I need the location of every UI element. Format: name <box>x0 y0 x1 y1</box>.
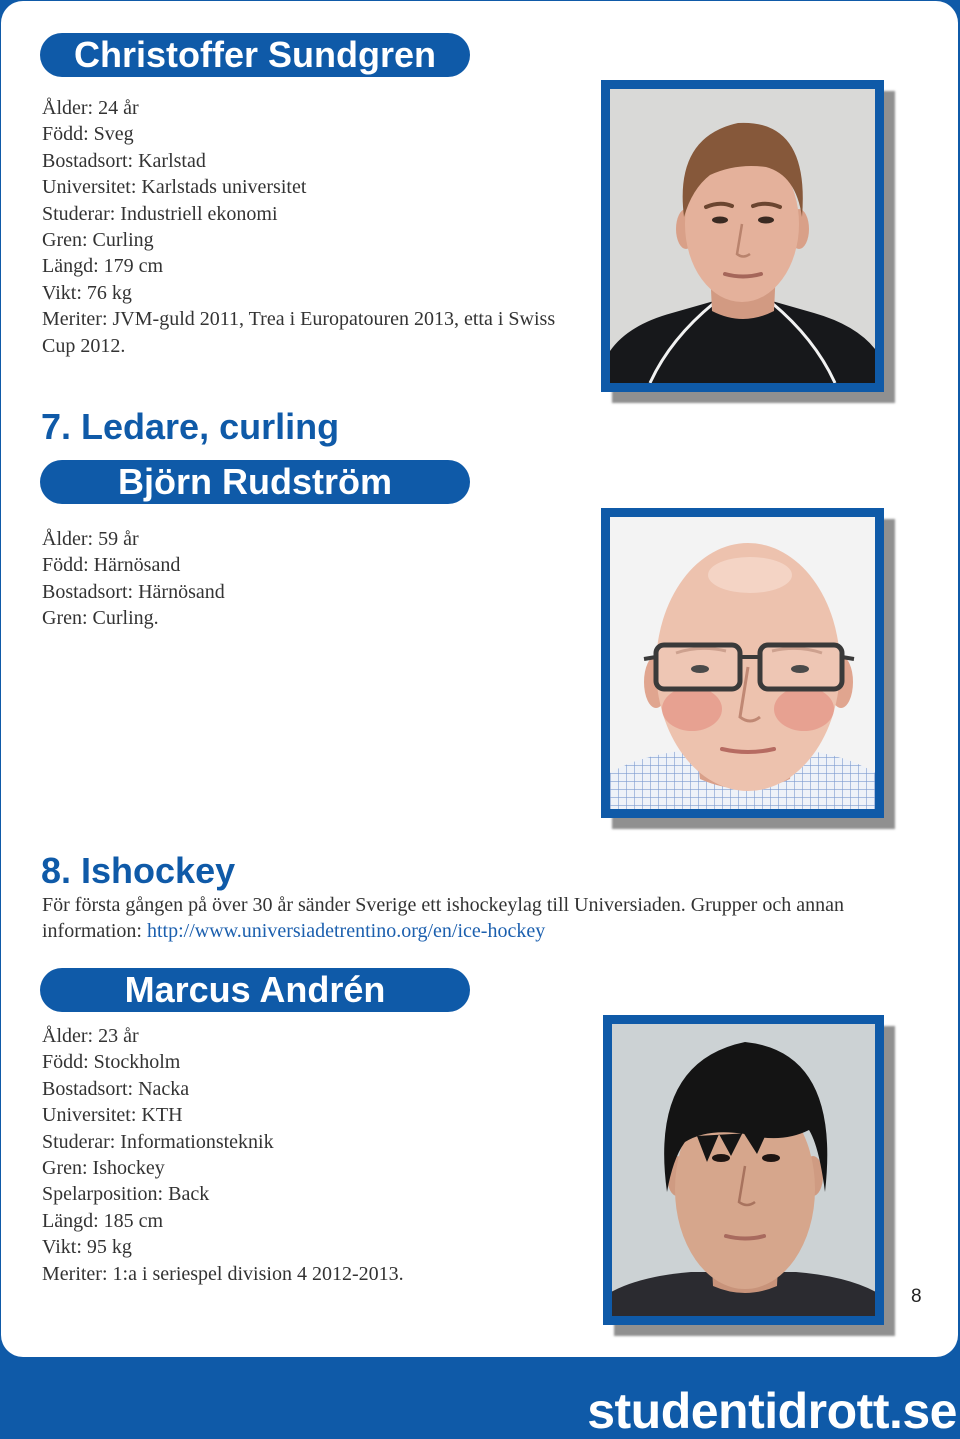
detail-age: Ålder: 59 år <box>42 528 139 550</box>
detail-merits: Meriter: 1:a i seriespel division 4 2012-2013. <box>42 1262 404 1285</box>
intro-text: För första gången på över 30 år sänder Sverige ett ishockeylag till Universiaden. Grupper och annan information: <box>42 894 844 943</box>
tournament-link[interactable]: http://www.universiadetrentino.org/en/ice-hockey <box>146 920 546 943</box>
detail-university: Universitet: KTH <box>42 1104 183 1127</box>
page-number: 8 <box>911 1286 922 1307</box>
eye <box>758 217 774 224</box>
detail-position: Spelarposition: Back <box>42 1183 210 1206</box>
eye <box>712 217 728 224</box>
cheek <box>662 687 722 731</box>
glasses-lens <box>760 645 842 689</box>
detail-residence: Bostadsort: Härnösand <box>42 580 225 603</box>
cheek <box>774 687 834 731</box>
detail-birthplace: Född: Stockholm <box>42 1051 181 1074</box>
head-highlight <box>708 557 792 593</box>
portrait-illustration <box>610 517 875 809</box>
detail-age: Ålder: 23 år <box>42 1025 139 1047</box>
detail-studies: Studerar: Informationsteknik <box>42 1130 274 1153</box>
footer-brand: studentidrott.se <box>587 1383 957 1439</box>
portrait-photo <box>603 1015 884 1325</box>
section-heading: 8. Ishockey <box>41 850 236 891</box>
detail-merits: Meriter: JVM-guld 2011, Trea i Europatouren 2013, etta i Swiss Cup 2012. <box>42 308 556 357</box>
athlete-details <box>42 1023 587 1287</box>
detail-height: Längd: 185 cm <box>42 1209 164 1232</box>
detail-residence: Bostadsort: Karlstad <box>42 149 206 172</box>
eye <box>712 1154 730 1162</box>
detail-studies: Studerar: Industriell ekonomi <box>42 202 278 225</box>
detail-birthplace: Född: Sveg <box>42 123 134 146</box>
detail-age: Ålder: 24 år <box>42 97 139 119</box>
eye <box>762 1154 780 1162</box>
portrait-illustration <box>610 89 875 383</box>
detail-sport: Gren: Curling <box>42 229 154 252</box>
detail-sport: Gren: Curling. <box>42 607 159 630</box>
section-intro <box>42 892 922 945</box>
portrait-photo <box>601 508 884 818</box>
detail-height: Längd: 179 cm <box>42 255 164 278</box>
detail-residence: Bostadsort: Nacka <box>42 1077 190 1100</box>
detail-birthplace: Född: Härnösand <box>42 554 181 577</box>
athlete-details <box>42 95 587 359</box>
portrait-photo <box>601 80 884 392</box>
athlete-name-banner: Marcus Andrén <box>40 968 470 1012</box>
leader-details <box>42 526 587 632</box>
detail-weight: Vikt: 76 kg <box>42 281 132 304</box>
section-heading: 7. Ledare, curling <box>41 406 340 447</box>
portrait-illustration <box>612 1024 875 1316</box>
detail-sport: Gren: Ishockey <box>42 1157 165 1180</box>
detail-university: Universitet: Karlstads universitet <box>42 176 307 199</box>
leader-name-banner: Björn Rudström <box>40 460 470 504</box>
detail-weight: Vikt: 95 kg <box>42 1236 132 1259</box>
glasses-lens <box>656 645 740 689</box>
athlete-name-banner: Christoffer Sundgren <box>40 33 470 77</box>
